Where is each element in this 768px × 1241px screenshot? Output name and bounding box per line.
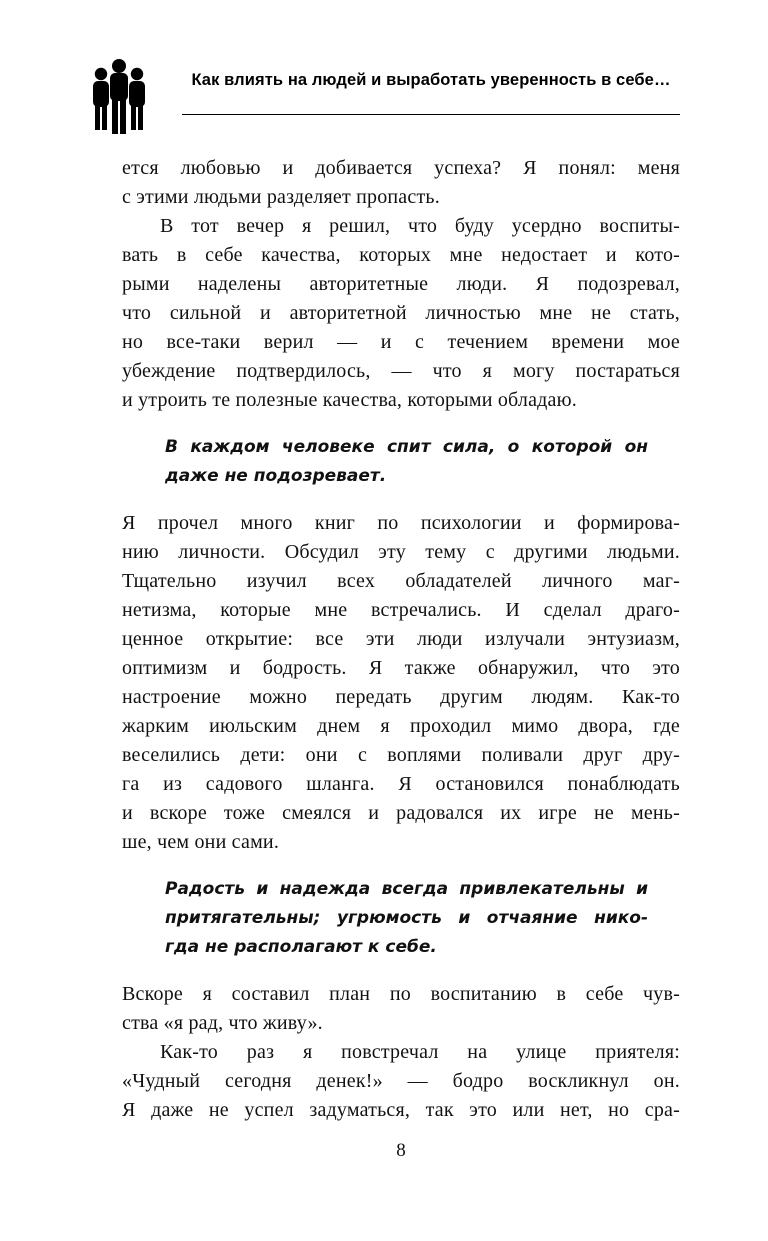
paragraph-block <box>122 154 680 212</box>
paragraph-block <box>122 980 680 1038</box>
header-title-area <box>182 58 680 115</box>
page-body <box>122 154 680 1125</box>
text-line: В каждом человеке спит сила, о которой он <box>165 437 648 457</box>
text-line: рыми наделены авторитетные люди. Я подозревал, <box>122 273 680 295</box>
text-line: ценное открытие: все эти люди излучали энтузиазм, <box>122 628 680 650</box>
people-silhouettes-icon <box>90 58 148 138</box>
text-line: Я даже не успел задуматься, так это или нет, но сра- <box>122 1099 680 1121</box>
text-line: В тот вечер я решил, что буду усердно воспиты- <box>160 215 680 237</box>
text-line: нетизма, которые мне встречались. И сделал драго- <box>122 599 680 621</box>
text-line: убеждение подтвердилось, — что я могу постараться <box>122 360 680 382</box>
text-line: гда не располагают к себе. <box>165 937 437 957</box>
text-line: оптимизм и бодрость. Я также обнаружил, что это <box>122 657 680 679</box>
text-line: веселились дети: они с воплями поливали друг дру- <box>122 744 680 766</box>
text-line: жарким июльским днем я проходил мимо двора, где <box>122 715 680 737</box>
text-line: вать в себе качества, которых мне недостает и кото- <box>122 244 680 266</box>
text-line: Вскоре я составил план по воспитанию в себе чув- <box>122 983 680 1005</box>
text-line: ше, чем они сами. <box>122 831 280 853</box>
paragraph-block <box>122 212 680 415</box>
quote-block <box>165 433 648 491</box>
text-line: но все-таки верил — и с течением времени мое <box>122 331 680 353</box>
text-line: Тщательно изучил всех обладателей личного маг- <box>122 570 680 592</box>
text-line: даже не подозревает. <box>165 466 387 486</box>
header-rule <box>182 114 680 115</box>
paragraph-block <box>122 1038 680 1125</box>
text-line: нию личности. Обсудил эту тему с другими людьми. <box>122 541 680 563</box>
text-line: «Чудный сегодня денек!» — бодро воскликнул он. <box>122 1070 680 1092</box>
text-line: что сильной и авторитетной личностью мне не стать, <box>122 302 680 324</box>
quote-block <box>165 875 648 962</box>
text-line: и утроить те полезные качества, которыми обладаю. <box>122 389 577 411</box>
text-line: га из садового шланга. Я остановился понаблюдать <box>122 773 680 795</box>
text-line: ства «я рад, что живу». <box>122 1012 323 1034</box>
page-header <box>0 0 768 138</box>
text-line: и вскоре тоже смеялся и радовался их игре не мень- <box>122 802 680 824</box>
text-line: Я прочел много книг по психологии и формирова- <box>122 512 680 534</box>
text-line: Как-то раз я повстречал на улице приятеля: <box>160 1041 680 1063</box>
running-head-title: Как влиять на людей и выработать уверенность в себе… <box>191 71 671 89</box>
text-line: притягательны; угрюмость и отчаяние нико- <box>165 908 648 928</box>
text-line: Радость и надежда всегда привлекательны и <box>165 879 648 899</box>
paragraph-block <box>122 509 680 857</box>
page-footer <box>122 1140 680 1162</box>
text-line: с этими людьми разделяет пропасть. <box>122 186 440 208</box>
text-line: настроение можно передать другим людям. Как-то <box>122 686 680 708</box>
page-number: 8 <box>396 1140 406 1161</box>
text-line: ется любовью и добивается успеха? Я понял: меня <box>122 157 680 179</box>
